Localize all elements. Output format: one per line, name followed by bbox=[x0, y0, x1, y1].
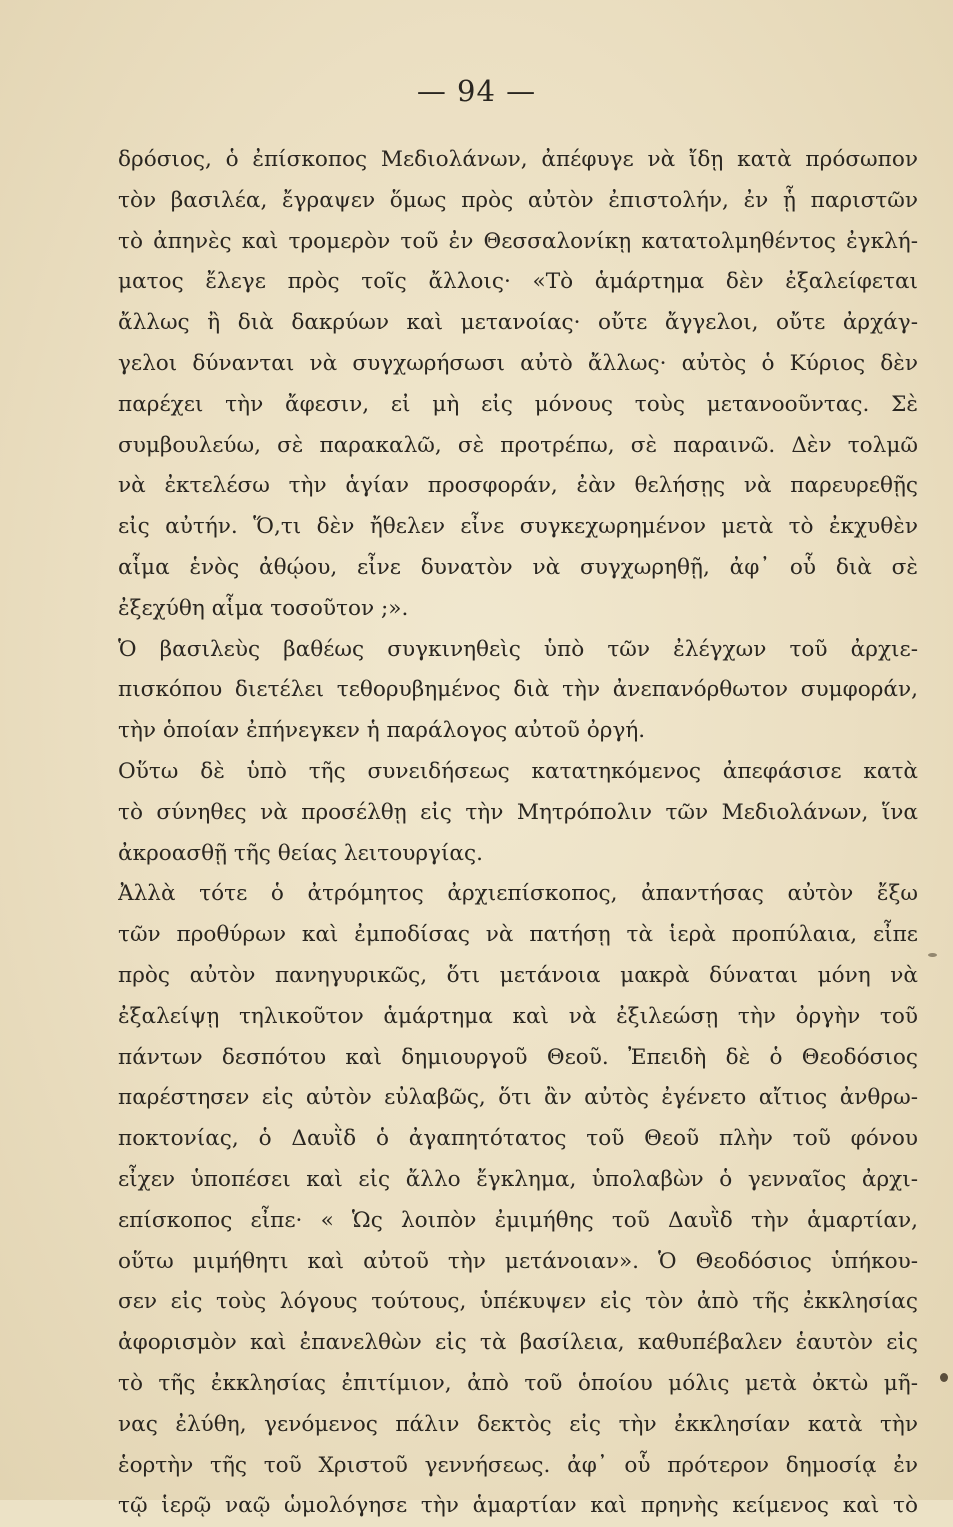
text-line: ἑορτὴν τῆς τοῦ Χριστοῦ γεννήσεως. ἀφ᾽ οὗ πρότερον δημοσίᾳ ἐν bbox=[118, 1452, 918, 1478]
text-line: τὸ τῆς ἐκκλησίας ἐπιτίμιον, ἀπὸ τοῦ ὁποίου μόλις μετὰ ὀκτὼ μῆ- bbox=[118, 1370, 918, 1396]
text-line: πισκόπου διετέλει τεθορυβημένος διὰ τὴν ἀνεπανόρθωτον συμφοράν, bbox=[118, 677, 918, 703]
text-line: εἶχεν ὑποπέσει καὶ εἰς ἄλλο ἔγκλημα, ὑπολαβὼν ὁ γενναῖος ἀρχι- bbox=[118, 1166, 918, 1192]
text-line: τὸ σύνηθες νὰ προσέλθῃ εἰς τὴν Μητρόπολιν τῶν Μεδιολάνων, ἵνα bbox=[118, 799, 918, 825]
text-line: τῶν προθύρων καὶ ἐμποδίσας νὰ πατήσῃ τὰ ἱερὰ προπύλαια, εἶπε bbox=[118, 922, 918, 948]
text-line: παρέχει τὴν ἄφεσιν, εἰ μὴ εἰς μόνους τοὺς μετανοοῦντας. Σὲ bbox=[118, 391, 918, 417]
text-line: οὕτω μιμήθητι καὶ αὐτοῦ τὴν μετάνοιαν». Ὁ Θεοδόσιος ὑπήκου- bbox=[118, 1248, 918, 1274]
text-line: Οὕτω δὲ ὑπὸ τῆς συνειδήσεως κατατηκόμενος ἀπεφάσισε κατὰ bbox=[118, 758, 918, 784]
text-line: ἐξαλείψῃ τηλικοῦτον ἁμάρτημα καὶ νὰ ἐξιλεώσῃ τὴν ὀργὴν τοῦ bbox=[118, 1003, 918, 1029]
text-line: Ὁ βασιλεὺς βαθέως συγκινηθεὶς ὑπὸ τῶν ἐλέγχων τοῦ ἀρχιε- bbox=[118, 636, 918, 662]
ink-speck bbox=[928, 953, 937, 957]
text-line: νὰ ἐκτελέσω τὴν ἁγίαν προσφοράν, ἐὰν θελήσῃς νὰ παρευρεθῇς bbox=[118, 473, 918, 499]
text-line: πάντων δεσπότου καὶ δημιουργοῦ Θεοῦ. Ἐπειδὴ δὲ ὁ Θεοδόσιος bbox=[118, 1044, 918, 1070]
text-line: ἀφορισμὸν καὶ ἐπανελθὼν εἰς τὰ βασίλεια, καθυπέβαλεν ἑαυτὸν εἰς bbox=[118, 1330, 918, 1356]
body-text bbox=[118, 140, 918, 1527]
page-number: — 94 — bbox=[416, 74, 537, 108]
text-line: συμβουλεύω, σὲ παρακαλῶ, σὲ προτρέπω, σὲ παραινῶ. Δὲν τολμῶ bbox=[118, 432, 918, 458]
text-line: παρέστησεν εἰς αὐτὸν εὐλαβῶς, ὅτι ἂν αὐτὸς ἐγένετο αἴτιος ἀνθρω- bbox=[118, 1085, 918, 1111]
text-line: τὸ ἀπηνὲς καὶ τρομερὸν τοῦ ἐν Θεσσαλονίκῃ κατατολμηθέντος ἐγκλή- bbox=[118, 228, 918, 254]
text-line: πρὸς αὐτὸν πανηγυρικῶς, ὅτι μετάνοια μακρὰ δύναται μόνη νὰ bbox=[118, 962, 918, 988]
text-line: γελοι δύνανται νὰ συγχωρήσωσι αὐτὸ ἄλλως· αὐτὸς ὁ Κύριος δὲν bbox=[118, 350, 918, 376]
text-line: Ἀλλὰ τότε ὁ ἀτρόμητος ἀρχιεπίσκοπος, ἀπαντήσας αὐτὸν ἔξω bbox=[118, 881, 918, 907]
text-line: επίσκοπος εἶπε· « Ὡς λοιπὸν ἐμιμήθης τοῦ Δαυῒδ τὴν ἁμαρτίαν, bbox=[118, 1207, 918, 1233]
text-line: δρόσιος, ὁ ἐπίσκοπος Μεδιολάνων, ἀπέφυγε νὰ ἴδῃ κατὰ πρόσωπον bbox=[118, 147, 918, 172]
text-line: ἀκροασθῇ τῆς θείας λειτουργίας. bbox=[118, 840, 483, 866]
ink-speck bbox=[940, 1373, 948, 1382]
text-line: σεν εἰς τοὺς λόγους τούτους, ὑπέκυψεν εἰς τὸν ἀπὸ τῆς ἐκκλησίας bbox=[118, 1289, 918, 1315]
text-line: τὸν βασιλέα, ἔγραψεν ὅμως πρὸς αὐτὸν ἐπιστολήν, ἐν ᾗ παριστῶν bbox=[118, 187, 918, 213]
text-line: ἐξεχύθη αἷμα τοσοῦτον ;». bbox=[118, 595, 409, 621]
text-line: τῷ ἱερῷ ναῷ ὡμολόγησε τὴν ἁμαρτίαν καὶ πρηνὴς κείμενος καὶ τὸ bbox=[118, 1493, 918, 1519]
text-line: νας ἐλύθη, γενόμενος πάλιν δεκτὸς εἰς τὴν ἐκκλησίαν κατὰ τὴν bbox=[118, 1411, 918, 1437]
text-line: ματος ἔλεγε πρὸς τοῖς ἄλλοις· «Τὸ ἁμάρτημα δὲν ἐξαλείφεται bbox=[118, 269, 918, 295]
text-line: εἰς αὐτήν. Ὅ,τι δὲν ἤθελεν εἶνε συγκεχωρημένον μετὰ τὸ ἐκχυθὲν bbox=[118, 514, 918, 540]
text-line: ποκτονίας, ὁ Δαυῒδ ὁ ἀγαπητότατος τοῦ Θεοῦ πλὴν τοῦ φόνου bbox=[118, 1126, 918, 1152]
text-line: ἄλλως ἢ διὰ δακρύων καὶ μετανοίας· οὔτε ἄγγελοι, οὔτε ἀρχάγ- bbox=[118, 310, 918, 336]
text-line: τὴν ὁποίαν ἐπήνεγκεν ἡ παράλογος αὐτοῦ ὀργή. bbox=[118, 718, 646, 744]
text-line: αἷμα ἑνὸς ἀθῴου, εἶνε δυνατὸν νὰ συγχωρηθῇ, ἀφ᾽ οὗ διὰ σὲ bbox=[118, 554, 918, 580]
